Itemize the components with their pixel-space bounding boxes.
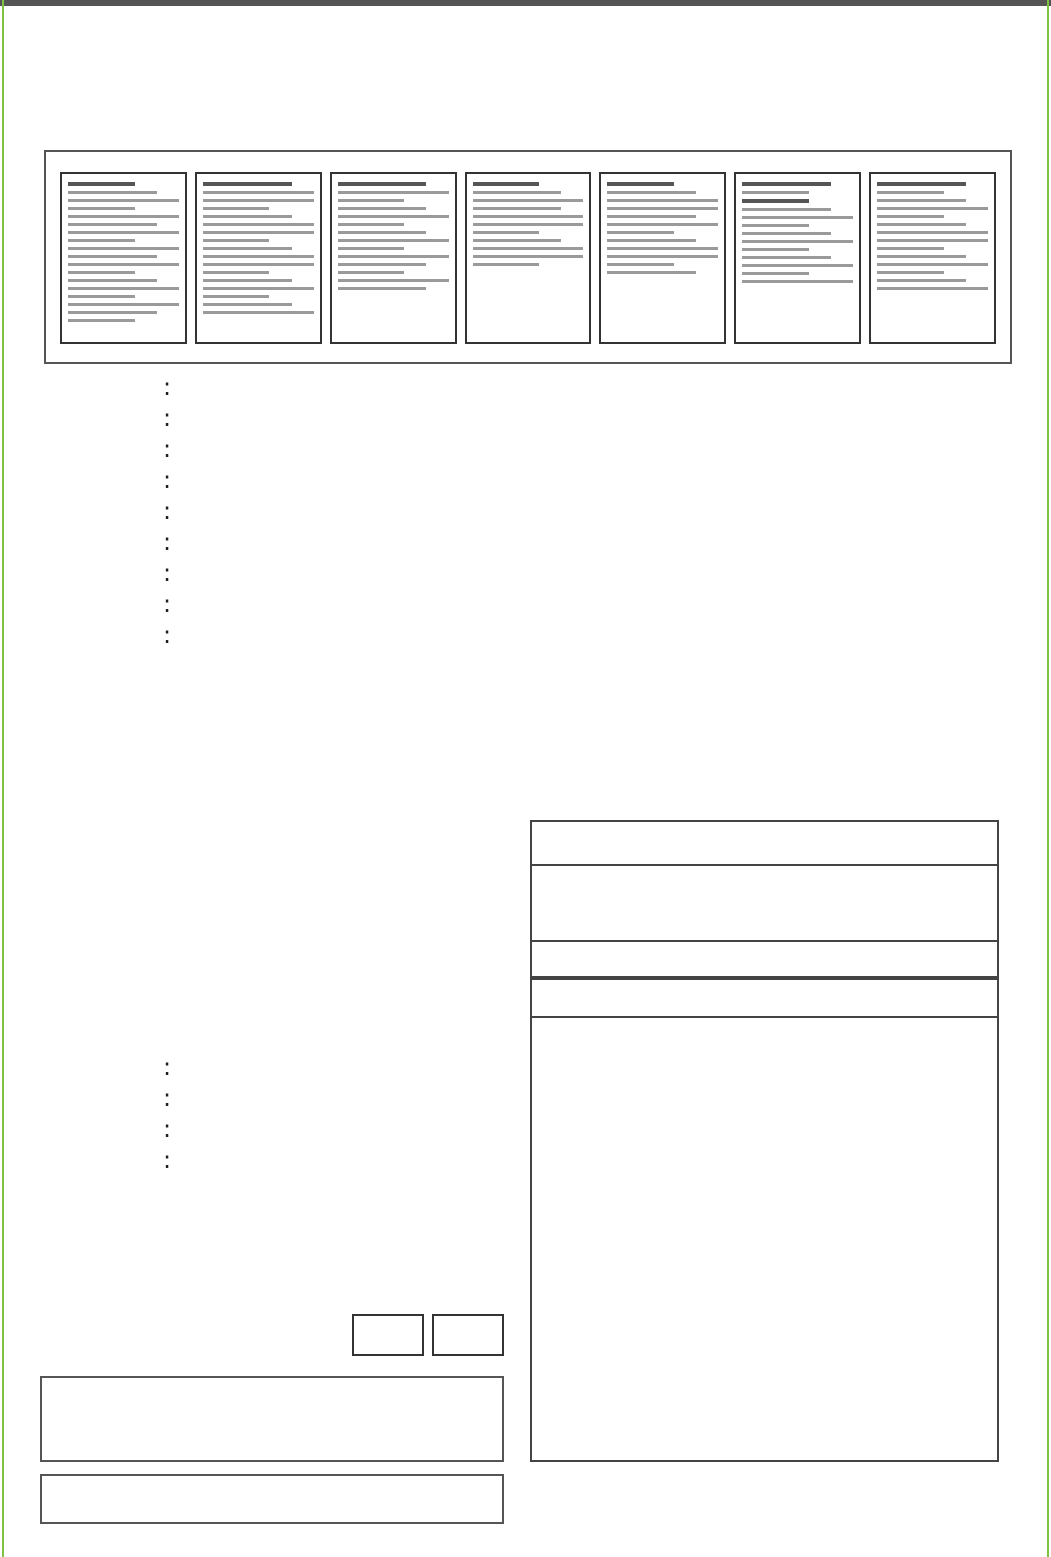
info-ingredients: :: [50, 403, 1010, 434]
certificate-image: [465, 172, 592, 344]
info-name: :: [50, 372, 1010, 403]
info-storage: :: [50, 589, 1010, 620]
top-border: [0, 0, 1051, 6]
insurance-box: [40, 1376, 504, 1462]
company-name: [178, 1052, 520, 1083]
company-address: [178, 1114, 520, 1145]
left-green-border: [2, 0, 4, 1557]
certificate-image: [330, 172, 457, 344]
certificate-thumbnails: [60, 172, 996, 344]
info-caution: :: [50, 620, 1010, 651]
serving-info: [532, 866, 997, 942]
company-origin-row: :: [50, 1145, 520, 1176]
company-origin: [178, 1145, 520, 1176]
company-address-row: :: [50, 1114, 520, 1145]
product-name: [178, 372, 1010, 403]
company-phone: [178, 1083, 520, 1114]
info-capsule: :: [50, 434, 1010, 465]
suggested-price: [40, 1474, 504, 1524]
barcode: [50, 1212, 340, 1362]
expiry-value: [178, 527, 1010, 558]
product-info: [50, 372, 1010, 651]
content-value: [178, 465, 1010, 496]
certificate-image: [195, 172, 322, 344]
right-green-border: [1047, 0, 1049, 1557]
shelf-value: [178, 558, 1010, 589]
company-name-row: :: [50, 1052, 520, 1083]
ingredients-value: [178, 403, 1010, 434]
vegan-tag: [352, 1314, 424, 1356]
patent-certification-box: [44, 150, 1012, 364]
info-content: :: [50, 465, 1010, 496]
barcode-bars: [72, 1212, 338, 1330]
capsule-value: [178, 434, 1010, 465]
nutrition-facts: [530, 820, 999, 1462]
caution-first: [178, 620, 1010, 651]
nutrition-columns: [532, 942, 997, 978]
certificate-image: [599, 172, 726, 344]
info-usage: :: [50, 496, 1010, 527]
company-phone-row: :: [50, 1083, 520, 1114]
certificate-image: [869, 172, 996, 344]
storage-value: [178, 589, 1010, 620]
certificate-image: [60, 172, 187, 344]
info-shelf-life: :: [50, 558, 1010, 589]
food-tag: [432, 1314, 504, 1356]
other-ingredients-title: [532, 978, 997, 1018]
info-expiry: :: [50, 527, 1010, 558]
company-info: [50, 1052, 520, 1176]
certificate-image: [734, 172, 861, 344]
nutrition-title: [532, 822, 997, 866]
usage-value: [178, 496, 1010, 527]
